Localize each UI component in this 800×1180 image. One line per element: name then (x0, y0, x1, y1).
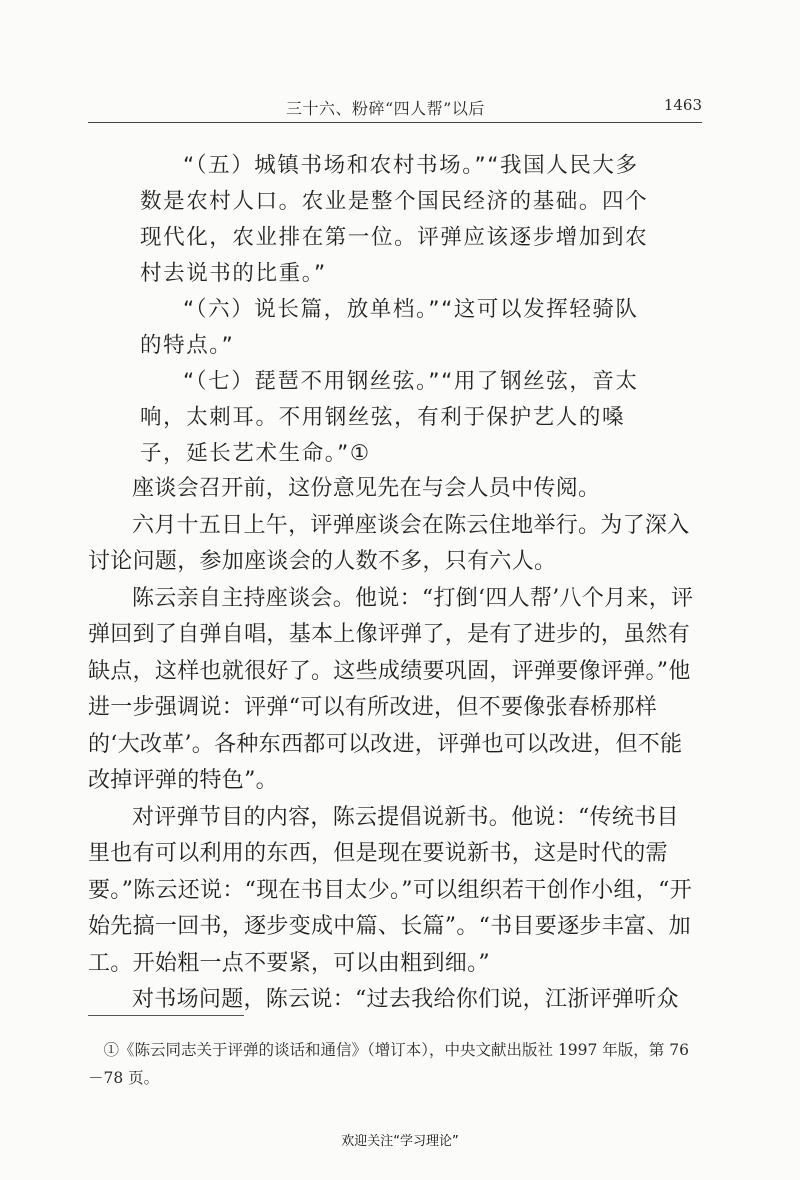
quote-paragraph: “（七）琵琶不用钢丝弦。”“用了钢丝弦，音太响，太刺耳。不用钢丝弦，有利于保护艺人的嗓子，延长艺术生命。”① (140, 369, 639, 466)
body-paragraph: 六月十五日上午，评弹座谈会在陈云住地举行。为了深入讨论问题，参加座谈会的人数不多，只有六人。 (88, 512, 690, 574)
running-header (88, 96, 702, 123)
running-title: 三十六、粉碎“四人帮”以后 (286, 99, 485, 118)
body-paragraph: 对书场问题，陈云说：“过去我给你们说，江浙评弹听众 (132, 987, 679, 1012)
quote-paragraph: “（六）说长篇，放单档。”“这可以发挥轻骑队的特点。” (140, 297, 639, 358)
watermark-caption: 欢迎关注“学习理论” (341, 1134, 459, 1149)
footnote-text: ①《陈云同志关于评弹的谈话和通信》（增订本），中央文献出版社 1997 年版，第 76－78 页。 (88, 1041, 689, 1087)
footnote (88, 1036, 700, 1092)
body-paragraph: 对评弹节目的内容，陈云提倡说新书。他说：“传统书目里也有可以利用的东西，但是现在要说新书，这是时代的需要。”陈云还说：“现在书目太少。”可以组织若干创作小组，“开始先搞一回书，逐步变成中篇、长篇”。“书目要逐步丰富、加工。开始粗一点不要紧，可以由粗到细。” (88, 804, 692, 976)
body-paragraph: 座谈会召开前，这份意见先在与会人员中传阅。 (132, 476, 601, 501)
body-text (88, 471, 700, 1019)
footnote-divider (88, 1015, 244, 1016)
body-paragraph: 陈云亲自主持座谈会。他说：“打倒‘四人帮’八个月来，评弹回到了自弹自唱，基本上像评弹了，是有了进步的，虽然有缺点，这样也就很好了。这些成绩要巩固，评弹要像评弹。”他进一步强调说：评弹“可以有所改进，但不要像张春桥那样的‘大改革’。各种东西都可以改进，评弹也可以改进，但不能改掉评弹的特色”。 (88, 585, 694, 793)
quoted-list (140, 148, 660, 472)
page-number: 1463 (663, 96, 702, 114)
quote-paragraph: “（五）城镇书场和农村书场。”“我国人民大多数是农村人口。农业是整个国民经济的基础。四个现代化，农业排在第一位。评弹应该逐步增加到农村去说书的比重。” (140, 153, 649, 286)
